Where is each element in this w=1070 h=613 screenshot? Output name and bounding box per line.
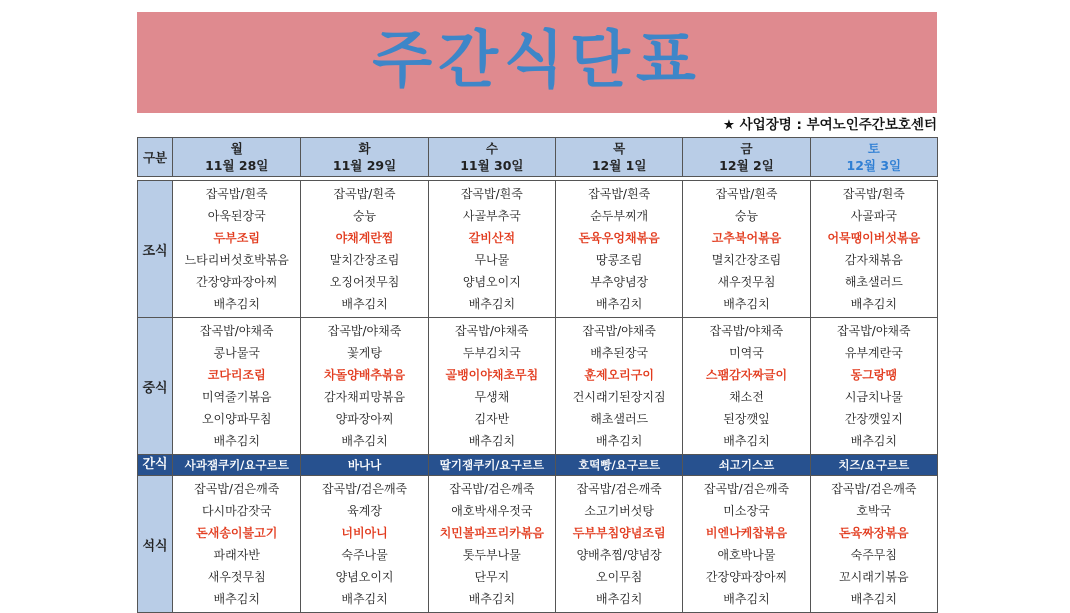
menu-item: 말치간장조림: [329, 253, 400, 267]
main-dish-item: 고추북어볶음: [711, 231, 782, 245]
menu-cell: [556, 181, 683, 318]
menu-cell: [428, 476, 555, 613]
day-header-table: [137, 137, 938, 177]
menu-item: 애호박새우젓국: [451, 504, 533, 518]
title-banner: [137, 12, 937, 113]
menu-item: 땅콩조림: [595, 253, 643, 267]
header-label: 구분: [138, 138, 173, 177]
menu-item: 잡곡밥/야채죽: [455, 324, 529, 338]
menu-item: 배추김치: [341, 297, 388, 311]
menu-item: 꽃게탕: [347, 346, 382, 360]
menu-item: 부추양념장: [590, 275, 649, 289]
menu-item: 사골부추국: [462, 209, 521, 223]
day-header-tue: [301, 138, 428, 177]
menu-cell: [556, 476, 683, 613]
menu-item: 멸치간장조림: [711, 253, 782, 267]
menu-item: 배추김치: [850, 297, 897, 311]
day-header-fri: [683, 138, 810, 177]
menu-item: 숭늉: [734, 209, 759, 223]
main-dish-item: 갈비산적: [468, 231, 516, 245]
day-date: 11월 30일: [460, 158, 524, 173]
menu-item: 새우젓무침: [207, 570, 266, 584]
main-dish-item: 훈제오리구이: [584, 368, 654, 382]
day-name: 토: [867, 141, 880, 156]
menu-cell: [173, 476, 301, 613]
menu-item: 배추김치: [595, 434, 643, 448]
main-dish-item: 야채계란찜: [335, 231, 394, 245]
menu-item: 콩나물국: [213, 346, 260, 360]
day-header-sat: [810, 138, 937, 177]
day-date: 12월 1일: [591, 158, 647, 173]
day-name: 수: [485, 141, 498, 156]
menu-item: 양념오이지: [335, 570, 394, 584]
menu-item: 육계장: [347, 504, 382, 518]
menu-item: 잡곡밥/야채죽: [327, 324, 402, 338]
day-date: 12월 3일: [846, 158, 902, 173]
menu-item: 건시래기된장지짐: [572, 390, 666, 404]
menu-item: 잡곡밥/흰죽: [333, 187, 396, 201]
menu-cell: [428, 318, 555, 455]
menu-cell: [173, 181, 301, 318]
menu-cell: [301, 181, 428, 318]
menu-item: 숙주무침: [850, 548, 897, 562]
main-dish-item: 차돌양배추볶음: [323, 368, 406, 382]
menu-item: 간장깻잎지: [844, 412, 903, 426]
breakfast-row: [138, 181, 938, 318]
snack-cell: 치즈/요구르트: [810, 455, 937, 476]
menu-item: 시금치나물: [844, 390, 903, 404]
menu-item: 소고기버섯탕: [584, 504, 654, 518]
main-dish-item: 스팸감자짜글이: [705, 368, 788, 382]
menu-item: 잡곡밥/검은깨죽: [449, 482, 535, 496]
day-name: 월: [230, 141, 243, 156]
menu-item: 잡곡밥/흰죽: [588, 187, 651, 201]
menu-item: 아욱된장국: [207, 209, 266, 223]
menu-cell: [173, 318, 301, 455]
menu-item: 배추김치: [341, 592, 388, 606]
menu-item: 된장깻잎: [723, 412, 770, 426]
menu-item: 배추김치: [850, 592, 897, 606]
menu-item: 잡곡밥/야채죽: [837, 324, 911, 338]
menu-item: 잡곡밥/야채죽: [582, 324, 656, 338]
main-dish-item: 두부부침양념조림: [572, 526, 666, 540]
menu-cell: [301, 476, 428, 613]
menu-item: 잡곡밥/흰죽: [205, 187, 268, 201]
organization-name: ★ 사업장명 : 부여노인주간보호센터: [722, 117, 937, 133]
menu-cell: [683, 181, 810, 318]
lunch-row: [138, 318, 938, 455]
menu-item: 사골파국: [850, 209, 897, 223]
menu-item: 배추김치: [213, 592, 260, 606]
menu-cell: [810, 476, 937, 613]
menu-item: 잡곡밥/야채죽: [199, 324, 274, 338]
menu-item: 배추김치: [595, 592, 643, 606]
menu-item: 오이무침: [595, 570, 643, 584]
snack-cell: 쇠고기스프: [683, 455, 810, 476]
day-header-mon: [173, 138, 301, 177]
menu-item: 배추김치: [341, 434, 388, 448]
meal-label-snack: 간식: [138, 455, 173, 476]
day-date: 12월 2일: [719, 158, 774, 173]
snack-cell: 바나나: [301, 455, 428, 476]
menu-item: 양파장아찌: [335, 412, 394, 426]
menu-item: 배추김치: [468, 434, 516, 448]
main-dish-item: 골뱅이야채초무침: [445, 368, 539, 382]
meal-label-dinner: 석식: [138, 476, 173, 613]
menu-cell: [556, 318, 683, 455]
day-date: 11월 28일: [205, 158, 269, 173]
menu-cell: [810, 181, 937, 318]
menu-item: 배추김치: [723, 297, 770, 311]
menu-item: 양배추찜/양념장: [576, 548, 662, 562]
menu-item: 잡곡밥/검은깨죽: [703, 482, 790, 496]
menu-item: 잡곡밥/흰죽: [842, 187, 905, 201]
snack-row: [138, 455, 938, 476]
menu-item: 배추김치: [595, 297, 643, 311]
menu-item: 잡곡밥/검은깨죽: [194, 482, 280, 496]
menu-item: 배추김치: [468, 592, 516, 606]
main-dish-item: 돈육우엉채볶음: [578, 231, 660, 245]
menu-item: 간장양파장아찌: [196, 275, 278, 289]
day-name: 화: [358, 141, 371, 156]
main-dish-item: 코다리조림: [207, 368, 266, 382]
menu-item: 잡곡밥/흰죽: [715, 187, 778, 201]
menu-cell: [301, 318, 428, 455]
main-dish-item: 돈육짜장볶음: [839, 526, 909, 540]
snack-cell: 딸기잼쿠키/요구르트: [428, 455, 555, 476]
menu-item: 느타리버섯호박볶음: [184, 253, 289, 267]
menu-item: 톳두부나물: [462, 548, 521, 562]
menu-item: 숭늉: [352, 209, 377, 223]
menu-item: 배추김치: [468, 297, 516, 311]
menu-item: 무나물: [474, 253, 510, 267]
menu-item: 배추김치: [213, 434, 260, 448]
menu-item: 다시마감잣국: [201, 504, 272, 518]
main-dish-item: 치민볼파프리카볶음: [439, 526, 545, 540]
menu-item: 오이양파무침: [201, 412, 272, 426]
dinner-row: [138, 476, 938, 613]
menu-item: 감자채피망볶음: [323, 390, 406, 404]
menu-item: 김자반: [474, 412, 510, 426]
menu-item: 해초샐러드: [844, 275, 903, 289]
menu-cell: [683, 318, 810, 455]
menu-item: 양념오이지: [462, 275, 521, 289]
menu-cell: [428, 181, 555, 318]
day-date: 11월 29일: [332, 158, 397, 173]
day-header-thu: [556, 138, 683, 177]
menu-table: [137, 180, 938, 613]
snack-cell: 호떡빵/요구르트: [556, 455, 683, 476]
menu-item: 미역줄기볶음: [201, 390, 272, 404]
menu-cell: [810, 318, 937, 455]
menu-item: 배추김치: [723, 592, 770, 606]
menu-item: 두부김치국: [462, 346, 521, 360]
page-title: 주간식단표: [372, 23, 702, 96]
menu-item: 꼬시래기볶음: [839, 570, 909, 584]
menu-item: 잡곡밥/검은깨죽: [576, 482, 662, 496]
menu-item: 단무지: [474, 570, 510, 584]
menu-item: 유부계란국: [844, 346, 903, 360]
menu-item: 간장양파장아찌: [705, 570, 788, 584]
menu-item: 숙주나물: [341, 548, 388, 562]
main-dish-item: 돈새송이불고기: [196, 526, 278, 540]
meal-label-lunch: 중식: [138, 318, 173, 455]
menu-item: 감자채볶음: [844, 253, 903, 267]
menu-item: 미역국: [729, 346, 764, 360]
menu-item: 순두부찌개: [590, 209, 649, 223]
menu-item: 파래자반: [213, 548, 260, 562]
menu-item: 잡곡밥/검은깨죽: [831, 482, 917, 496]
menu-item: 잡곡밥/흰죽: [460, 187, 523, 201]
menu-item: 배추김치: [723, 434, 770, 448]
main-dish-item: 두부조림: [213, 231, 260, 245]
meal-label-breakfast: 조식: [138, 181, 173, 318]
menu-item: 해초샐러드: [590, 412, 649, 426]
main-dish-item: 비엔나케찹볶음: [705, 526, 788, 540]
day-name: 금: [740, 141, 753, 156]
main-dish-item: 동그랑땡: [850, 368, 897, 382]
main-dish-item: 어묵땡이버섯볶음: [827, 231, 921, 245]
menu-item: 새우젓무침: [717, 275, 776, 289]
day-header-wed: [428, 138, 555, 177]
menu-item: 배추김치: [213, 297, 260, 311]
menu-item: 배추김치: [850, 434, 897, 448]
menu-item: 미소장국: [723, 504, 770, 518]
main-dish-item: 너비아니: [341, 526, 388, 540]
menu-item: 무생채: [474, 390, 510, 404]
menu-cell: [683, 476, 810, 613]
menu-item: 오징어젓무침: [329, 275, 400, 289]
snack-cell: 사과잼쿠키/요구르트: [173, 455, 301, 476]
menu-item: 호박국: [856, 504, 892, 518]
menu-item: 채소전: [729, 390, 764, 404]
menu-item: 잡곡밥/야채죽: [709, 324, 784, 338]
menu-item: 애호박나물: [717, 548, 776, 562]
menu-item: 잡곡밥/검은깨죽: [321, 482, 408, 496]
day-name: 목: [613, 141, 626, 156]
menu-item: 배추된장국: [590, 346, 649, 360]
